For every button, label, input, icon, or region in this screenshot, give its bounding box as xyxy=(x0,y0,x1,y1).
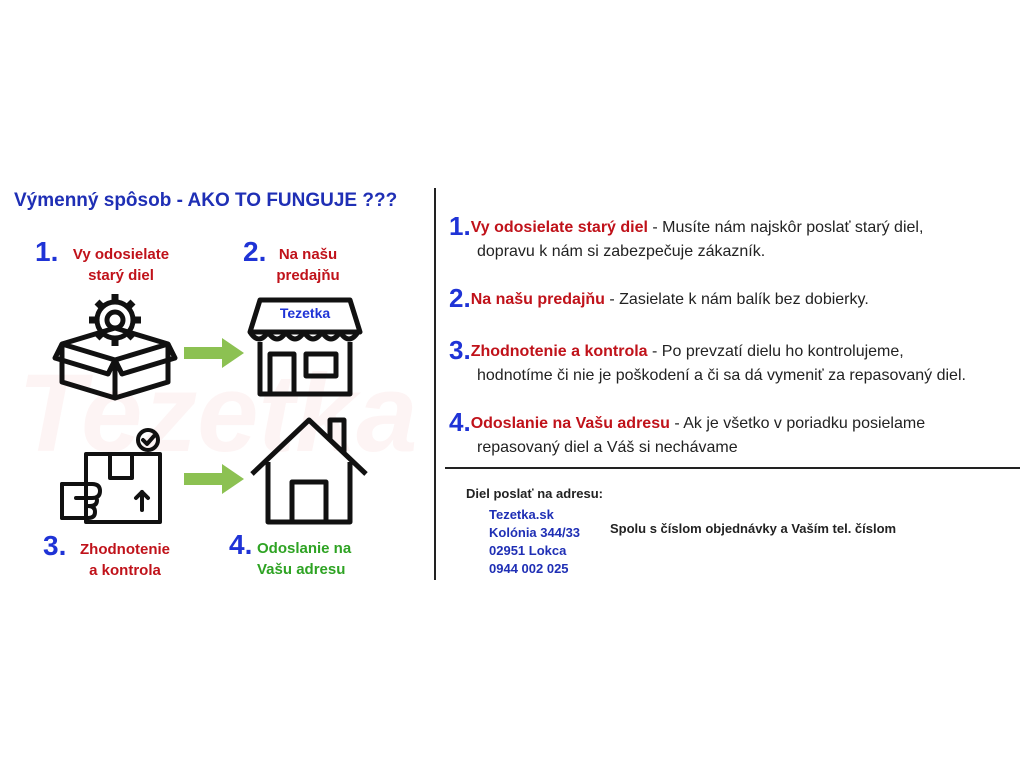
step-1-number: 1. xyxy=(35,236,59,267)
shop-sign: Tezetka xyxy=(279,305,331,321)
page-title: Výmenný spôsob - AKO TO FUNGUJE ??? xyxy=(14,190,398,211)
address-line-phone: 0944 002 025 xyxy=(489,561,569,576)
step-description-3 xyxy=(449,335,966,388)
step-4-desc-text1: - Ak je všetko v poriadku posielame xyxy=(669,415,926,432)
address-label: Diel poslať na adresu: xyxy=(466,486,603,501)
step-1-desc-heading: Vy odosielate starý diel xyxy=(470,219,648,236)
step-2-desc-text1: - Zasielate k nám balík bez dobierky. xyxy=(604,291,869,308)
watermark: Tezetka xyxy=(18,352,418,475)
step-4-desc-heading: Odoslanie na Vašu adresu xyxy=(470,415,670,432)
step-4-label-line1: Odoslanie na xyxy=(257,540,352,557)
step-description-1 xyxy=(449,211,924,264)
horizontal-divider xyxy=(445,467,1020,469)
step-3-label-line2: a kontrola xyxy=(89,562,161,579)
address-line-street: Kolónia 344/33 xyxy=(489,525,581,540)
arrow-right-icon xyxy=(184,462,246,496)
step-2-number: 2. xyxy=(243,236,267,267)
house-icon xyxy=(248,416,370,526)
step-4-label xyxy=(257,538,351,580)
step-2-label-line1: Na našu xyxy=(278,246,338,263)
step-2-desc-number: 2. xyxy=(449,283,471,313)
step-1-label xyxy=(64,244,178,286)
arrow-right-icon xyxy=(184,336,246,370)
step-3-desc-text2: hodnotíme či nie je poškodení a či sa dá vymeniť za repasovaný diel. xyxy=(477,367,966,384)
step-4-number: 4. xyxy=(229,529,253,560)
step-1-desc-text2: dopravu k nám si zabezpečuje zákazník. xyxy=(477,243,766,260)
address-block xyxy=(489,506,580,578)
hand-box-check-icon xyxy=(60,426,166,526)
step-description-4 xyxy=(449,407,926,460)
step-description-2 xyxy=(449,283,869,313)
step-2-label xyxy=(268,244,348,286)
step-4-label-line2: Vašu adresu xyxy=(257,561,346,578)
step-1-desc-text1: - Musíte nám najskôr poslať starý diel, xyxy=(647,219,924,236)
step-2-desc-heading: Na našu predajňu xyxy=(470,291,605,308)
step-3-desc-heading: Zhodnotenie a kontrola xyxy=(470,343,648,360)
address-line-name: Tezetka.sk xyxy=(489,507,554,522)
step-3-number: 3. xyxy=(43,530,67,561)
vertical-divider xyxy=(434,188,436,580)
step-3-desc-text1: - Po prevzatí dielu ho kontrolujeme, xyxy=(647,343,904,360)
step-4-desc-text2: repasovaný diel a Váš si nechávame xyxy=(477,439,738,456)
step-1-desc-number: 1. xyxy=(449,211,471,241)
step-2-label-line2: predajňu xyxy=(276,267,340,284)
address-line-city: 02951 Lokca xyxy=(489,543,567,558)
step-3-desc-number: 3. xyxy=(449,335,471,365)
step-3-label-line1: Zhodnotenie xyxy=(80,541,170,558)
box-gear-icon xyxy=(52,284,182,404)
step-1-label-line2: starý diel xyxy=(88,267,154,284)
step-1-label-line1: Vy odosielate xyxy=(72,246,170,263)
step-3-label xyxy=(70,539,180,581)
address-note: Spolu s číslom objednávky a Vaším tel. číslom xyxy=(610,521,897,536)
step-4-desc-number: 4. xyxy=(449,407,471,437)
